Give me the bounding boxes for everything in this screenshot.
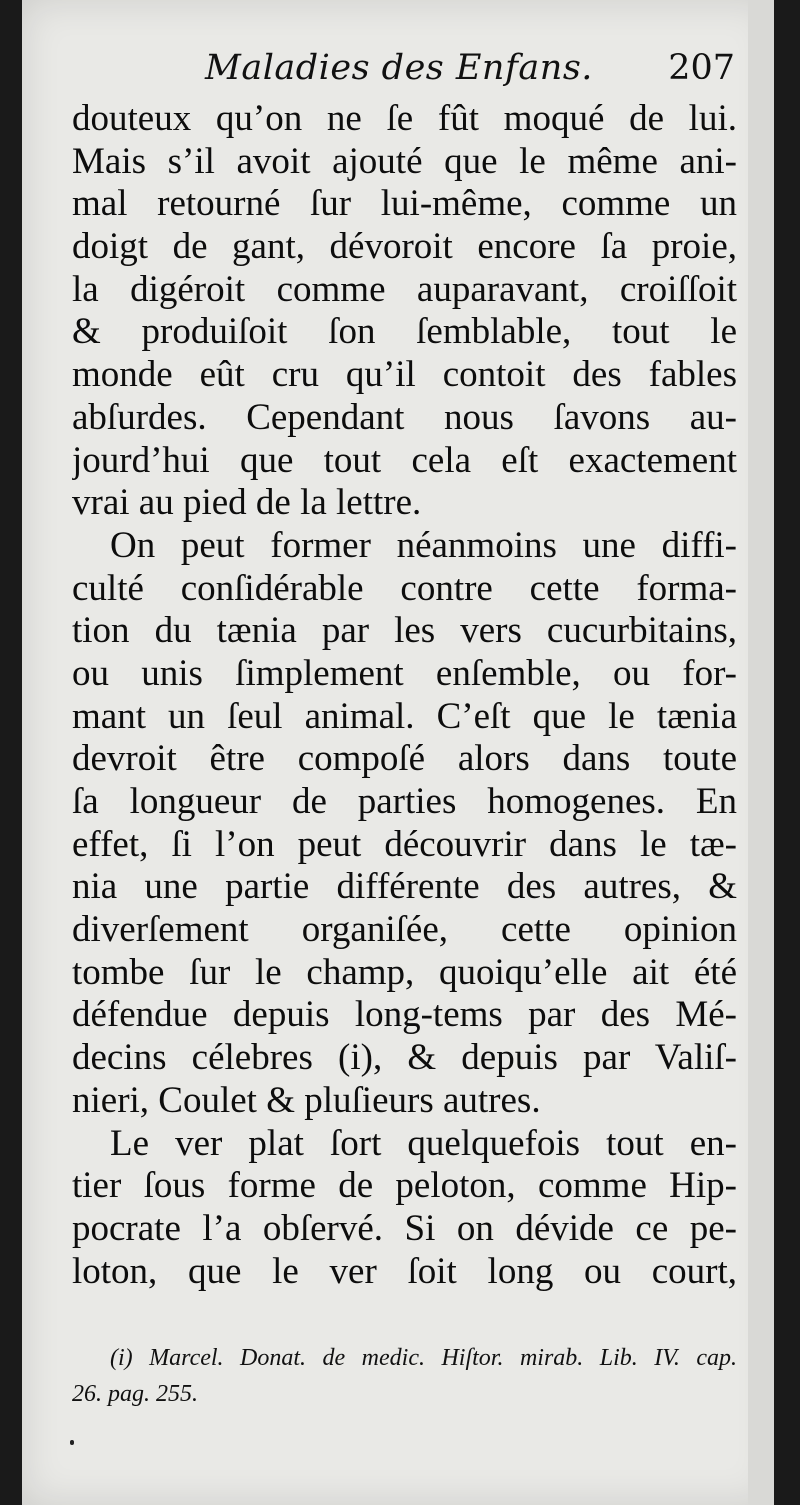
page-edge	[748, 0, 774, 1505]
body-text	[72, 98, 737, 1293]
text-line: tombe ſur le champ, quoiqu’elle ait été	[72, 951, 737, 993]
text-line: & produiſoit ſon ſemblable, tout le	[72, 311, 737, 353]
ink-speck	[70, 1440, 74, 1445]
text-line: tion du tænia par les vers cucurbitains,	[72, 610, 737, 652]
text-line: devroit être compoſé alors dans toute	[72, 738, 737, 780]
footnote	[72, 1340, 737, 1412]
text-line: loton, que le ver ſoit long ou court,	[72, 1250, 737, 1292]
text-line: vrai au pied de la lettre.	[72, 482, 422, 524]
text-line: ou unis ſimplement enſemble, ou for-	[72, 652, 737, 694]
footnote-line: 26. pag. 255.	[72, 1381, 198, 1407]
text-line: jourd’hui que tout cela eſt exactement	[72, 439, 737, 481]
text-line: monde eût cru qu’il contoit des fables	[72, 354, 737, 396]
text-line: Le ver plat ſort quelquefois tout en-	[110, 1122, 737, 1164]
text-line: mal retourné ſur lui-même, comme un	[72, 183, 737, 225]
text-line: pocrate l’a obſervé. Si on dévide ce pe-	[72, 1207, 737, 1249]
text-line: tier ſous forme de peloton, comme Hip-	[72, 1165, 737, 1207]
text-line: défendue depuis long-tems par des Mé-	[72, 994, 737, 1036]
text-line: la digéroit comme auparavant, croiſſoit	[72, 268, 737, 310]
text-line: mant un ſeul animal. C’eſt que le tænia	[72, 695, 737, 737]
text-line: On peut former néanmoins une diffi-	[110, 524, 737, 566]
text-line: ſa longueur de parties homogenes. En	[72, 781, 737, 822]
text-line: effet, ſi l’on peut découvrir dans le tæ-	[72, 823, 737, 865]
text-line: abſurdes. Cependant nous ſavons au-	[72, 396, 737, 438]
text-line: diverſement organiſée, cette opinion	[72, 909, 737, 951]
running-title: Maladies des Enfans.	[205, 48, 593, 88]
text-line: nieri, Coulet & pluſieurs autres.	[72, 1079, 541, 1121]
text-line: nia une partie différente des autres, &	[72, 866, 737, 908]
text-line: Mais s’il avoit ajouté que le même ani-	[72, 140, 737, 182]
text-line: douteux qu’on ne ſe fût moqué de lui.	[72, 98, 737, 139]
text-line: decins célebres (i), & depuis par Valiſ-	[72, 1037, 737, 1079]
page-header	[205, 48, 735, 92]
text-line: culté conſidérable contre cette forma-	[72, 567, 737, 609]
page-number: 207	[668, 48, 735, 88]
footnote-line: (i) Marcel. Donat. de medic. Hiſtor. mirab. Lib. IV. cap.	[110, 1345, 737, 1371]
text-line: doigt de gant, dévoroit encore ſa proie,	[72, 226, 737, 268]
